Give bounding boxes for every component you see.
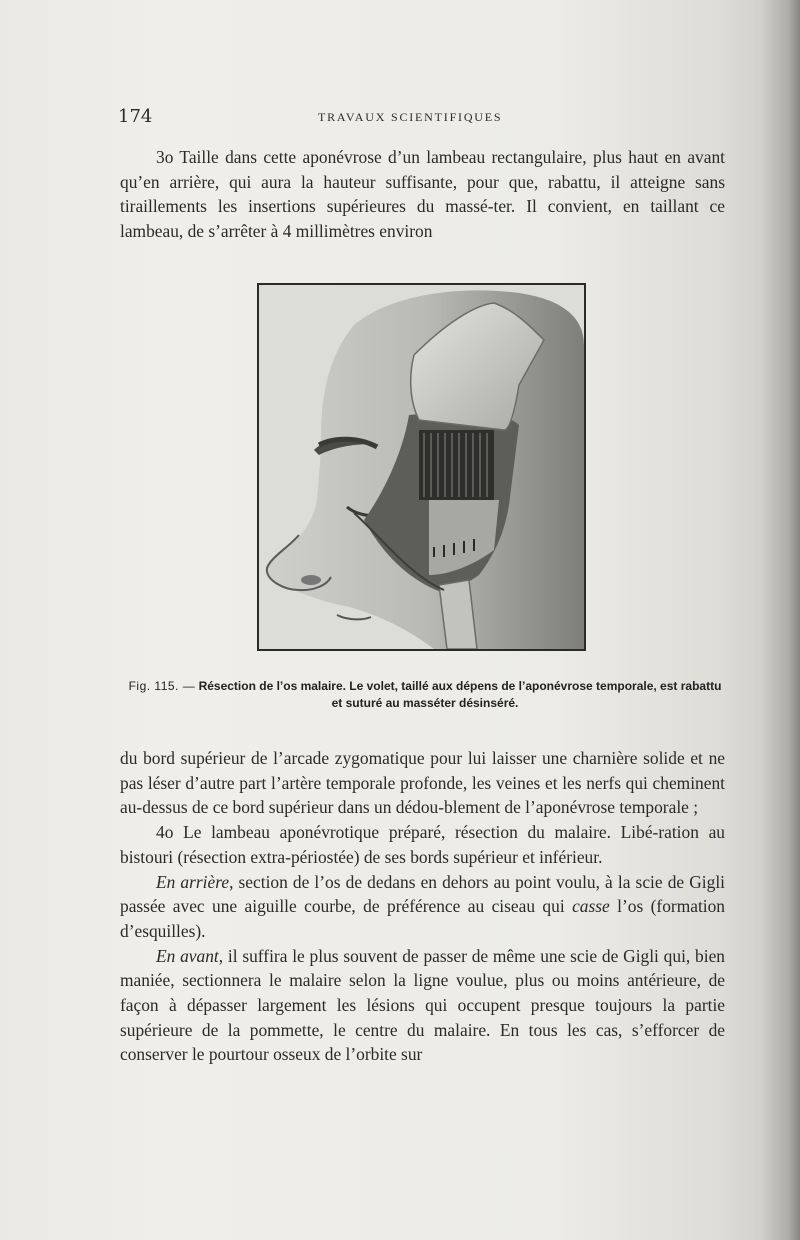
italic-casse: casse (572, 896, 610, 917)
paragraph-3: 3o Taille dans cette aponévrose d’un lambeau rectangulaire, plus haut en avant qu’en arrière, qui aura la hauteur suffisante, pour que, rabattu, il atteigne sans tiraillements les insertions supérieures du massé-ter. Il convient, en taillant ce lambeau, de s’arrêter à 4 millimètres environ (120, 147, 725, 242)
page-number: 174 (118, 106, 153, 127)
paragraph-en-arriere (120, 870, 725, 944)
figure-illustration (257, 283, 586, 651)
paragraph-4: 4o Le lambeau aponévrotique préparé, résection du malaire. Libé-ration au bistouri (résection extra-périostée) de ses bords supérieur et inférieur. (120, 822, 725, 867)
body-text (120, 746, 725, 1067)
italic-en-arriere: En arrière (156, 871, 230, 892)
figure-label: Fig. 115. — (128, 679, 196, 693)
figure-caption (125, 678, 725, 712)
top-paragraph (120, 145, 725, 244)
caption-text: Résection de l’os malaire. Le volet, taillé aux dépens de l’aponévrose temporale, est rabattu et suturé au masséter désinséré. (198, 679, 722, 710)
page-header (118, 106, 728, 130)
anatomical-illustration (259, 285, 584, 649)
paragraph-en-avant (120, 944, 725, 1068)
paragraph-en-arriere-text: , section de l’os de dedans en dehors au point voulu, à la scie de Gigli passée avec une aiguille courbe, de préférence au ciseau qui (120, 871, 725, 917)
continuation-paragraph: du bord supérieur de l’arcade zygomatique pour lui laisser une charnière solide et ne pas léser d’autre part l’artère temporale profonde, les veines et les nerfs qui cheminent au-dessus de ce bord supérieur dans un dédou-blement de l’aponévrose temporale ; (120, 748, 725, 818)
running-head: TRAVAUX SCIENTIFIQUES (318, 110, 503, 124)
paragraph-en-arriere-end: l’os (formation d’esquilles). (120, 896, 725, 941)
paragraph-en-avant-text: , il suffira le plus souvent de passer de même une scie de Gigli qui, bien maniée, sectionnera le malaire selon la ligne voulue, plus ou moins antérieure, de façon à dépasser largement les lésions qui occupent presque toujours la partie supérieure de la pommette, le centre du malaire. En tous les cas, s’efforcer de conserver le pourtour osseux de l’orbite sur (120, 945, 725, 1065)
page-shadow-edge (760, 0, 800, 1240)
italic-en-avant: En avant (156, 945, 219, 966)
